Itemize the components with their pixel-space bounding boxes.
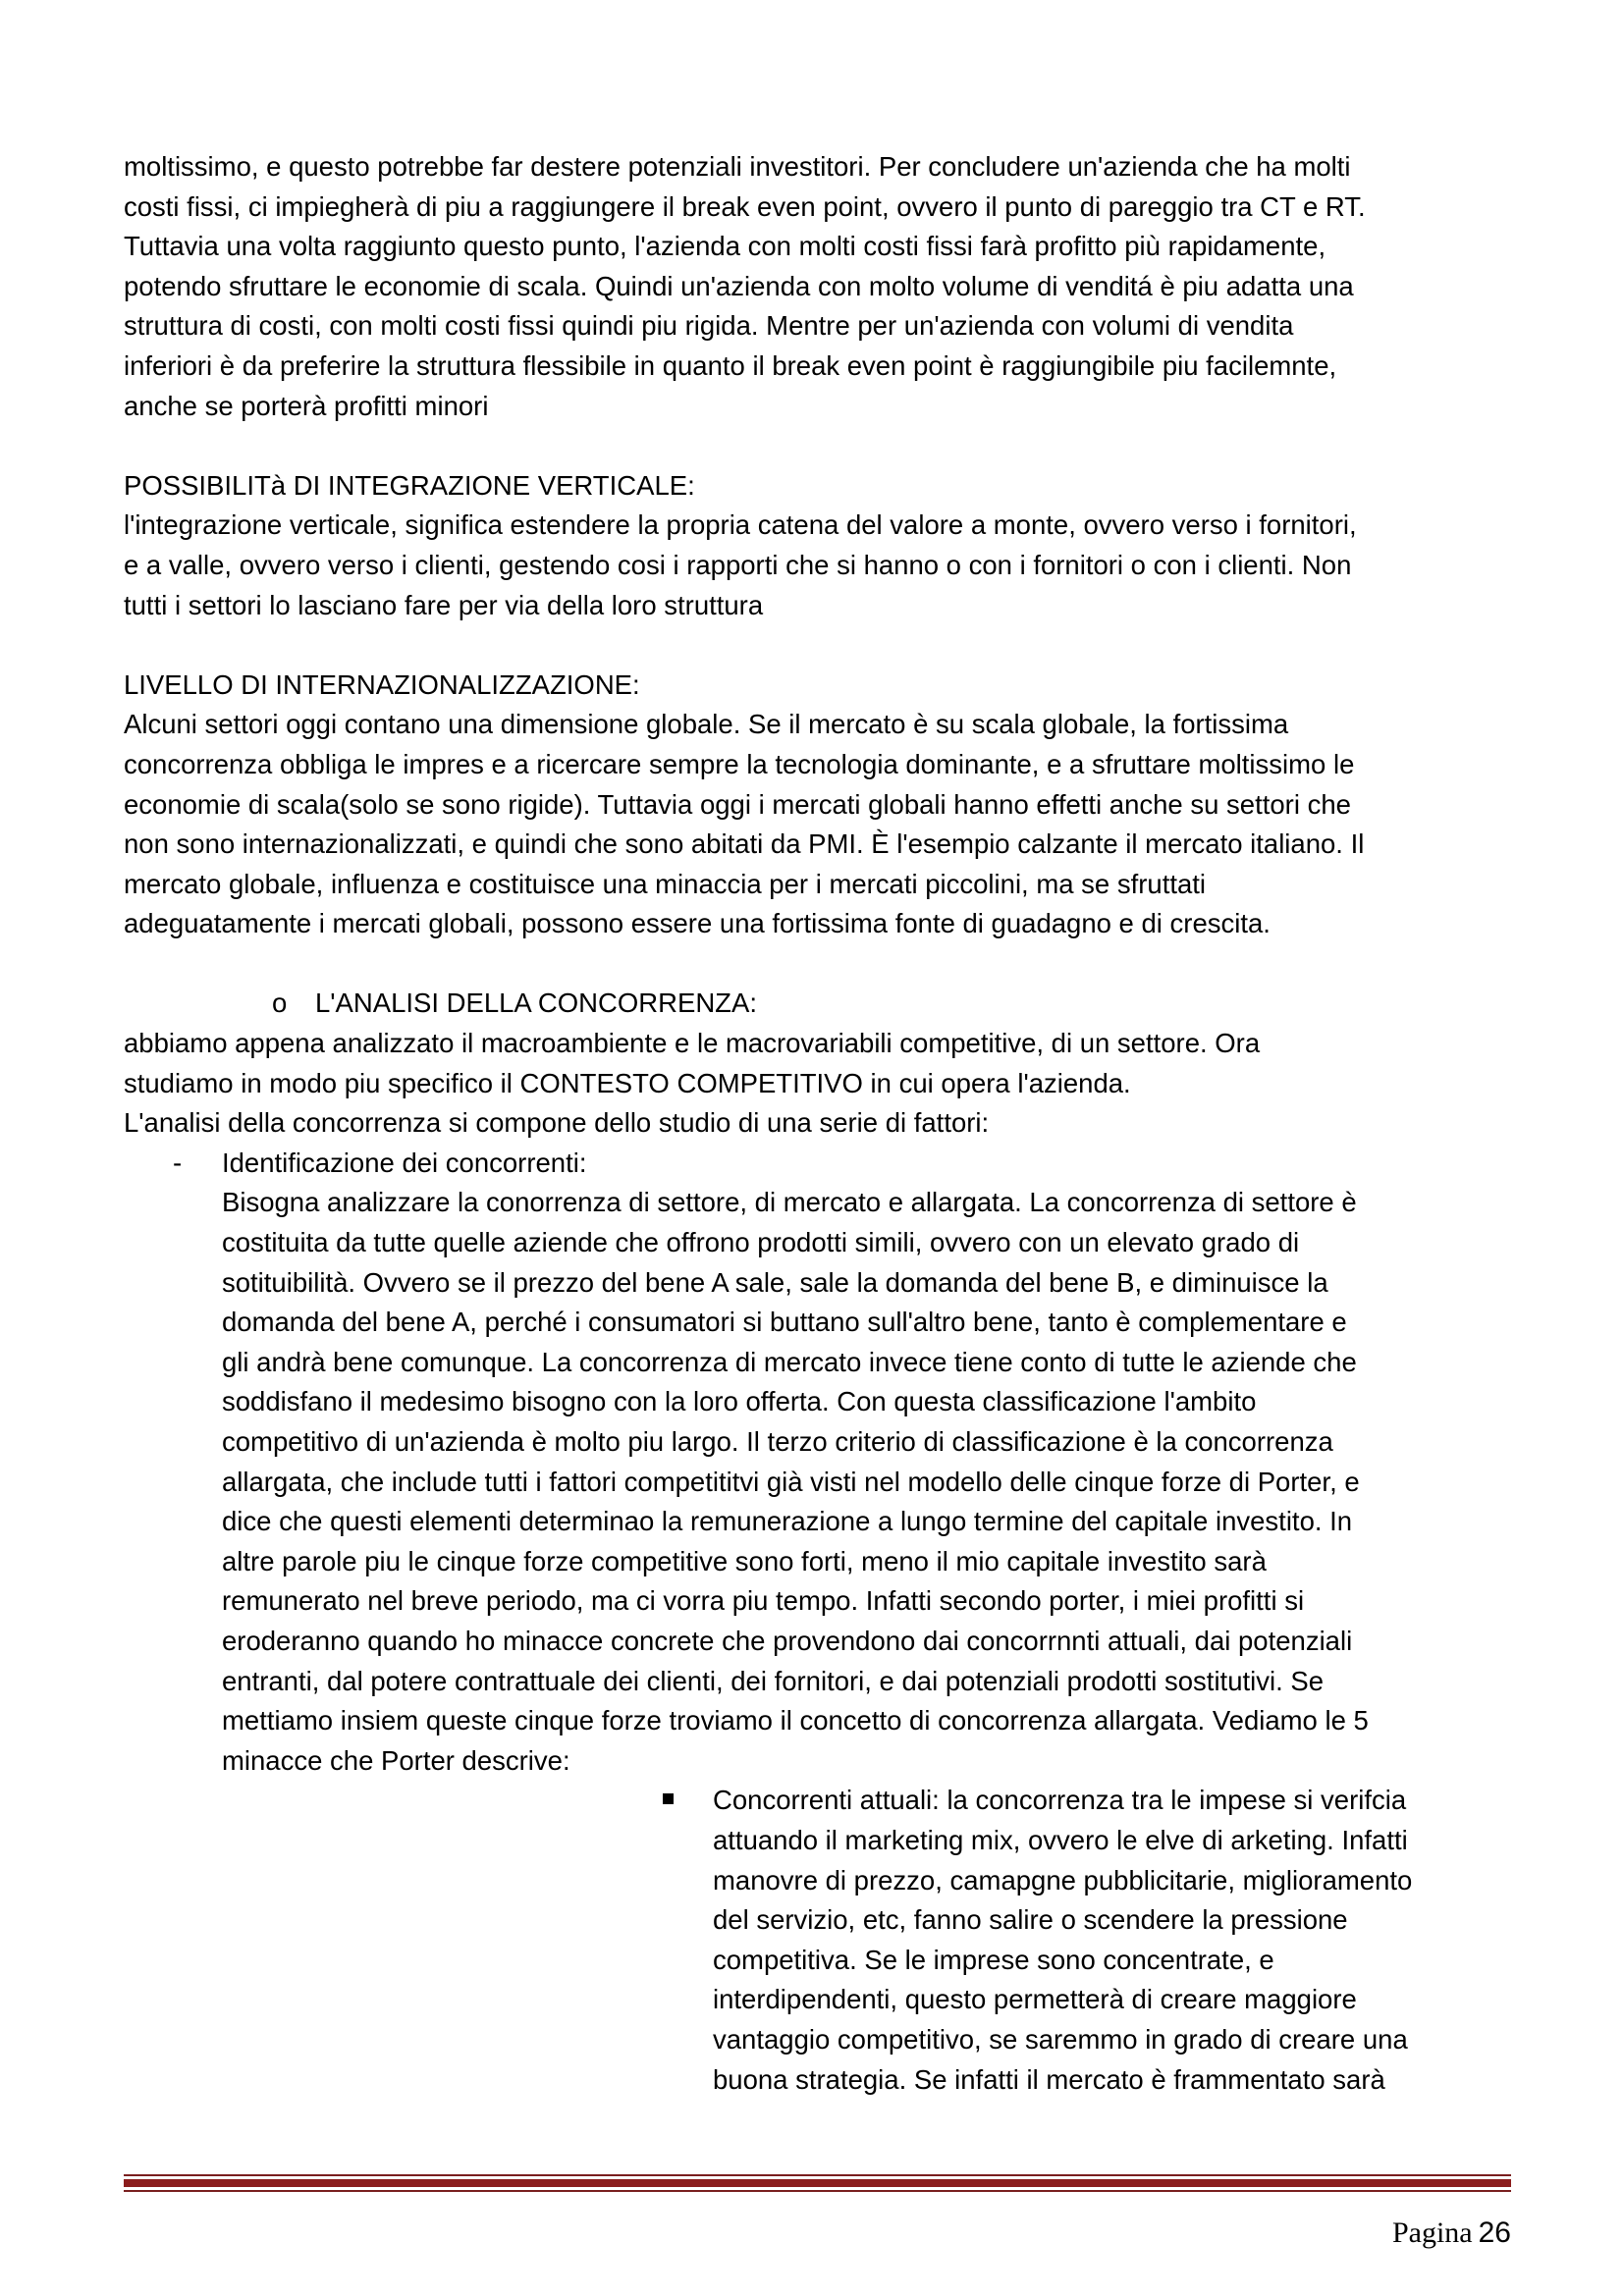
text-line: Bisogna analizzare la conorrenza di settore, di mercato e allargata. La concorrenza di settore è bbox=[222, 1187, 1357, 1218]
text-line: adeguatamente i mercati globali, possono essere una fortissima fonte di guadagno e di crescita. bbox=[124, 908, 1271, 939]
footer-rule-line bbox=[124, 2190, 1511, 2192]
sub-list-item-text: Concorrenti attuali: la concorrenza tra le impese si verifcia bbox=[713, 1785, 1407, 1816]
list-item-title-text: Identificazione dei concorrenti: bbox=[222, 1147, 587, 1178]
footer-rule-line bbox=[124, 2174, 1511, 2176]
footer-rule bbox=[124, 2174, 1511, 2192]
dash-bullet-icon: - bbox=[173, 1147, 183, 1178]
text-line: moltissimo, e questo potrebbe far destere potenziali investitori. Per concludere un'azienda che ha molti bbox=[124, 151, 1351, 182]
square-bullet-icon bbox=[663, 1793, 674, 1804]
text-line: manovre di prezzo, camapgne pubblicitarie, miglioramento bbox=[713, 1864, 1413, 1896]
section-integrazione-verticale bbox=[124, 466, 1518, 625]
text-line: non sono internazionalizzati, e quindi che sono abitati da PMI. È l'esempio calzante il mercato italiano. Il bbox=[124, 828, 1365, 860]
text-line: tutti i settori lo lasciano fare per via della loro struttura bbox=[124, 589, 764, 620]
text-line: e a valle, ovvero verso i clienti, gestendo cosi i rapporti che si hanno o con i fornitori o con i clienti. Non bbox=[124, 549, 1352, 580]
text-line: inferiori è da preferire la struttura flessibile in quanto il break even point è raggiungibile piu facilemnte, bbox=[124, 349, 1337, 381]
text-line: minacce che Porter descrive: bbox=[222, 1744, 570, 1776]
text-line bbox=[124, 1781, 1518, 1821]
page-number-value: 26 bbox=[1478, 2216, 1511, 2249]
text-line: entranti, dal potere contrattuale dei clienti, dei fornitori, e dai potenziali prodotti sostitutivi. Se bbox=[222, 1665, 1325, 1696]
text-line: Alcuni settori oggi contano una dimensione globale. Se il mercato è su scala globale, la fortissima bbox=[124, 709, 1289, 740]
text-line: altre parole piu le cinque forze competitive sono forti, meno il mio capitale investito sarà bbox=[222, 1545, 1267, 1576]
text-line: l'integrazione verticale, significa estendere la propria catena del valore a monte, ovvero verso i fornitori, bbox=[124, 509, 1357, 541]
footer-rule-line bbox=[124, 2179, 1511, 2187]
text-line: mercato globale, influenza e costituisce una minaccia per i mercati piccolini, ma se sfruttati bbox=[124, 868, 1207, 899]
text-line: vantaggio competitivo, se saremmo in grado di creare una bbox=[713, 2023, 1408, 2055]
text-line: economie di scala(solo se sono rigide). Tuttavia oggi i mercati globali hanno effetti anche su settori che bbox=[124, 788, 1351, 820]
paragraph-gap bbox=[124, 426, 1518, 466]
text-line: costituita da tutte quelle aziende che offrono prodotti simili, ovvero con un elevato grado di bbox=[222, 1227, 1300, 1258]
text-line: attuando il marketing mix, ovvero le elve di arketing. Infatti bbox=[713, 1824, 1408, 1855]
paragraph-gap bbox=[124, 625, 1518, 666]
text-line: mettiamo insiem queste cinque forze troviamo il concetto di concorrenza allargata. Vediamo le 5 bbox=[222, 1705, 1369, 1736]
page-number bbox=[1392, 2216, 1511, 2250]
text-line: sotituibilità. Ovvero se il prezzo del bene A sale, sale la domanda del bene B, e diminuisce la bbox=[222, 1266, 1328, 1298]
list-item-title bbox=[124, 1144, 1518, 1184]
text-line: costi fissi, ci impiegherà di piu a raggiungere il break even point, ovvero il punto di pareggio tra CT e RT. bbox=[124, 190, 1366, 222]
paragraph-break-even bbox=[124, 147, 1518, 426]
section-heading: POSSIBILITà DI INTEGRAZIONE VERTICALE: bbox=[124, 469, 695, 501]
list-item-identificazione bbox=[124, 1144, 1518, 2100]
paragraph-gap bbox=[124, 944, 1518, 985]
text-line: concorrenza obbliga le impres e a ricercare sempre la tecnologia dominante, e a sfruttare moltissimo le bbox=[124, 748, 1355, 779]
text-line: del servizio, etc, fanno salire o scendere la pressione bbox=[713, 1904, 1348, 1936]
text-line: struttura di costi, con molti costi fissi quindi piu rigida. Mentre per un'azienda con volumi di vendita bbox=[124, 310, 1294, 342]
section-analisi-concorrenza bbox=[124, 984, 1518, 2100]
text-line: allargata, che include tutti i fattori competititvi già visti nel modello delle cinque forze di Porter, e bbox=[222, 1466, 1360, 1497]
text-line: domanda del bene A, perché i consumatori si buttano sull'altro bene, tanto è complementare e bbox=[222, 1307, 1347, 1338]
section-heading: LIVELLO DI INTERNAZIONALIZZAZIONE: bbox=[124, 668, 640, 700]
text-line: remunerato nel breve periodo, ma ci vorra piu tempo. Infatti secondo porter, i miei profitti si bbox=[222, 1585, 1305, 1617]
text-line: anche se porterà profitti minori bbox=[124, 390, 489, 421]
text-line: eroderanno quando ho minacce concrete che provendono dai concorrnnti attuali, dai potenziali bbox=[222, 1625, 1353, 1656]
text-line: gli andrà bene comunque. La concorrenza di mercato invece tiene conto di tutte le aziende che bbox=[222, 1346, 1357, 1377]
circle-bullet-icon: o bbox=[272, 988, 288, 1019]
text-line: potendo sfruttare le economie di scala. Quindi un'azienda con molto volume di venditá è piu adatta una bbox=[124, 270, 1354, 301]
subsection-heading bbox=[124, 984, 1518, 1024]
text-line: competitiva. Se le imprese sono concentrate, e bbox=[713, 1944, 1274, 1975]
page-number-label: Pagina bbox=[1391, 2216, 1473, 2249]
text-line: L'analisi della concorrenza si compone dello studio di una serie di fattori: bbox=[124, 1107, 990, 1139]
text-line: soddisfano il medesimo bisogno con la loro offerta. Con questa classificazione l'ambito bbox=[222, 1386, 1257, 1417]
text-line: dice che questi elementi determinao la remunerazione a lungo termine del capitale investito. In bbox=[222, 1506, 1353, 1537]
text-line: buona strategia. Se infatti il mercato è frammentato sarà bbox=[713, 2063, 1385, 2095]
text-line: interdipendenti, questo permetterà di creare maggiore bbox=[713, 1984, 1357, 2015]
sub-list-item-concorrenti-attuali bbox=[124, 1781, 1518, 2100]
text-line: competitivo di un'azienda è molto piu largo. Il terzo criterio di classificazione è la concorrenza bbox=[222, 1426, 1333, 1457]
text-line: abbiamo appena analizzato il macroambiente e le macrovariabili competitive, di un settore. Ora bbox=[124, 1028, 1261, 1059]
text-line: studiamo in modo piu specifico il CONTESTO COMPETITIVO in cui opera l'azienda. bbox=[124, 1067, 1131, 1098]
subsection-heading-text: L'ANALISI DELLA CONCORRENZA: bbox=[315, 988, 757, 1019]
section-internazionalizzazione bbox=[124, 666, 1518, 944]
page-content bbox=[124, 147, 1518, 2100]
text-line: Tuttavia una volta raggiunto questo punto, l'azienda con molti costi fissi farà profitto più rapidamente, bbox=[124, 231, 1326, 262]
